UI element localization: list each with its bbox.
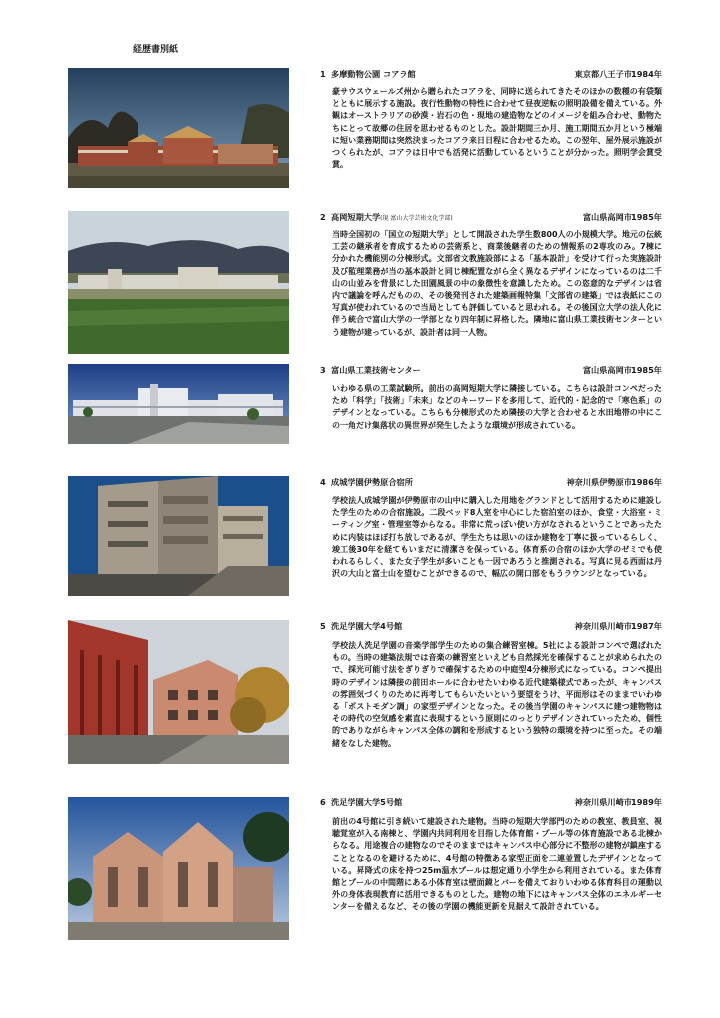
- entry-header: [320, 477, 662, 491]
- page-title: 経歴書別紙: [133, 45, 179, 55]
- photo-takaoka-college: [68, 211, 289, 354]
- project-name: 多摩動物公園 コアラ館: [331, 69, 416, 79]
- project-location: 富山県高岡市: [582, 212, 632, 222]
- project-year: 1985年: [631, 365, 662, 375]
- entry-number: 1: [320, 69, 326, 79]
- project-location: 神奈川県伊勢原市: [566, 477, 632, 487]
- photo-senzoku-building-4: [68, 620, 289, 764]
- project-description: いわゆる県の工業試験所。前出の高岡短期大学に隣接している。こちらは設計コンペだったため「科学」「技術」「未来」などのキーワードを多用して、近代的・記念的で「寒色系」のデザインとなっている。こちらも分棟形式のため隣接の大学と合わせると水田地帯の中にこの一角だけ集落状の異世界が発生したような環境が形成されている。: [332, 384, 662, 430]
- project-name: 富山県工業技術センター: [331, 365, 421, 375]
- photo-koala-house: [68, 68, 289, 188]
- entry-header: [320, 797, 662, 811]
- project-location: 神奈川県川崎市: [574, 797, 632, 807]
- project-name-note: (現 富山大学芸術文化学部): [380, 215, 453, 222]
- project-year: 1986年: [631, 477, 662, 487]
- project-name: 高岡短期大学(現 富山大学芸術文化学部): [331, 212, 453, 222]
- project-description: 学校法人洗足学園の音楽学部学生のための集合練習室棟。5社による設計コンペで選ばれたもの。当時の建築法規では音楽の練習室といえども自然採光を確保することが求められたので、採光可能寸法をぎりぎりで確保するための中庭型4分棟形式になっている。コンペ提出時のデザインは隣接の前田ホールに合わせたいわゆる近代建築様式であったが、キャンパスの雰囲気づくりのために再考してもらいたいという要望をうけ、平面形はそのままでいわゆる「ポストモダン調」の家型デザインとなった。その後当学園のキャンパスに建つ建物物はその時代の空気感を素直に表現するという原則にのっとりデザインされていったため、個性的でありながらキャンパス全体の調和を形成するという独特の環境を持つに至った。その端緒をなした建物。: [332, 641, 662, 748]
- project-description: 当時全国初の「国立の短期大学」として開設された学生数800人の小規模大学。地元の伝統工芸の継承者を育成するための芸術系と、商業後継者のための情報系の2専攻のみ。7棟に分かれた機能別の分棟形式。文部省文教施設部による「基本設計」を受けて行った実施設計及び監理業務が当の基本設計と同じ棟配置ながら全く異なるデザインになっているのは二千山の山並みを背景にした田園風景の中の象徴性を意識したため。この恣意的なデザインは省内で議論を呼んだものの、その後発刊された建築画報特集「文部省の建築」では表紙にこの写真が使われているので当局としても評価していると思われる。その後国立大学の法人化に伴う統合で富山大学の一学部となり四年制に昇格した。隣地に富山県工業技術センターという建物が建っているが、設計者は同一人物。: [332, 230, 662, 337]
- project-name: 成城学園伊勢原合宿所: [331, 477, 413, 487]
- photo-toyama-tech-center: [68, 364, 289, 444]
- project-location: 富山県高岡市: [582, 365, 632, 375]
- entry-number: 5: [320, 621, 326, 631]
- project-description: 前出の4号館に引き続いて建設された建物。当時の短期大学部門のための教室、教員室、視聴覚室が入る南棟と、学園内共同利用を目指した体育館・プール等の体育施設である北棟からなる。用途複合の建物なのでそのままではキャンパス中心部分に不整形の建物が鎮座することとなるのを避けるために、4号館の特徴ある家型正面を二連並置したデザインとなっている。昇降式の床を持つ25m温水プールは想定通り小学生から利用されている。また体育館とプールの中間階にある小体育室は壁面鏡とバーを備えておりいわゆる体育科目の運動以外の身体表現教育に活用できるものとした。建物の地下にはキャンパス全体のエネルギーセンターを備えるなど、その後の学園の機能更新を見据えて設計されている。: [332, 817, 662, 912]
- entry-header: [320, 212, 662, 226]
- project-location: 神奈川県川崎市: [574, 621, 632, 631]
- project-name: 洗足学園大学5号館: [331, 797, 403, 807]
- project-location: 東京都八王子市: [574, 69, 632, 79]
- project-year: 1987年: [631, 621, 662, 631]
- entry-number: 6: [320, 797, 326, 807]
- project-description: 豪サウスウェールズ州から贈られたコアラを、同時に送られてきたそのほかの数種の有袋類とともに展示する施設。夜行性動物の特性に合わせて昼夜逆転の照明設備を備えている。外観はオーストラリアの砂漠・岩石の色・現地の建造物などのイメージを組み合わせ、動物たちにとって故郷の住居を思わせるものとした。設計期間三か月、施工期間五か月という極端に短い業務期間は突然決まったコアラ来日日程に合わせるため。この翌年、屋外展示施設がつくられたが、コアラは日中でも活発に活動しているということが分かった。照明学会賞受賞。: [332, 87, 662, 170]
- project-description: 学校法人成城学園が伊勢原市の山中に購入した用地をグランドとして活用するために建設した学生のための合宿施設。二段ベッド8人室を中心にした宿泊室のほか、食堂・大浴室・ミーティング室・管理室等からなる。非常に荒っぽい使い方がなされるということであったために内装はほぼ打ち放しであるが、学生たちは思いのほか建物を丁寧に扱っているらしく、竣工後30年を経てもいまだに清潔さを保っている。体育系の合宿のほか大学のゼミでも使われるらしく、また女子学生が多いことも一因であろうと推測される。写真に見る西面は丹沢の大山と富士山を望むことができるので、幅広の開口部をもうラウンジとなっている。: [332, 496, 662, 579]
- project-year: 1984年: [631, 69, 662, 79]
- project-year: 1985年: [631, 212, 662, 222]
- photo-seijo-isehara-lodge: [68, 476, 289, 596]
- photo-senzoku-building-5: [68, 797, 289, 940]
- entry-number: 2: [320, 212, 326, 222]
- project-year: 1989年: [631, 797, 662, 807]
- entry-header: [320, 69, 662, 83]
- entry-number: 3: [320, 365, 326, 375]
- entry-number: 4: [320, 477, 326, 487]
- entry-header: [320, 365, 662, 379]
- project-name: 洗足学園大学4号館: [331, 621, 403, 631]
- entry-header: [320, 621, 662, 635]
